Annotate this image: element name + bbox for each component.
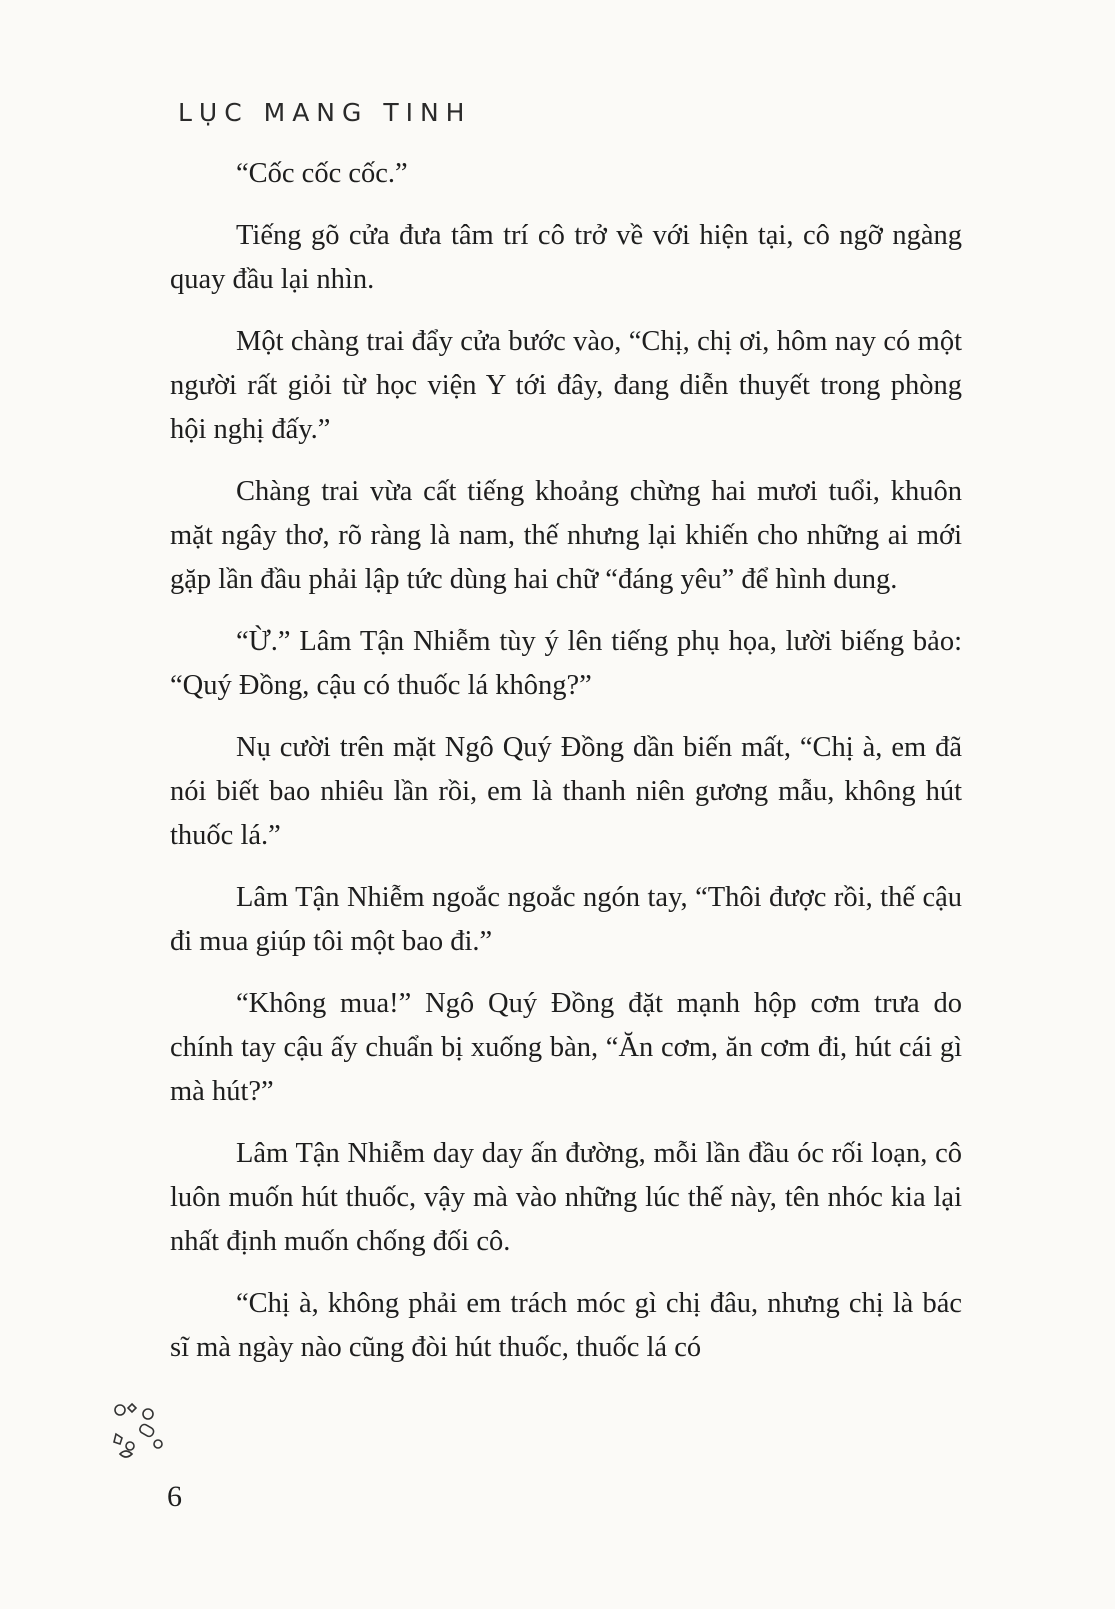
candy-ornament-icon (108, 1400, 170, 1472)
paragraph: “Ừ.” Lâm Tận Nhiễm tùy ý lên tiếng phụ họa, lười biếng bảo: “Quý Đồng, cậu có thuốc lá không?” (170, 626, 962, 701)
paragraph: Lâm Tận Nhiễm day day ấn đường, mỗi lần đầu óc rối loạn, cô luôn muốn hút thuốc, vậy mà vào những lúc thế này, tên nhóc kia lại nhất định muốn chống đối cô. (170, 1138, 962, 1257)
page-number: 6 (167, 1480, 182, 1513)
paragraph: Một chàng trai đẩy cửa bước vào, “Chị, chị ơi, hôm nay có một người rất giỏi từ học viện Y tới đây, đang diễn thuyết trong phòng hội nghị đấy.” (170, 326, 962, 445)
paragraph: “Không mua!” Ngô Quý Đồng đặt mạnh hộp cơm trưa do chính tay cậu ấy chuẩn bị xuống bàn, “Ăn cơm, ăn cơm đi, hút cái gì mà hút?” (170, 988, 962, 1107)
paragraph: Lâm Tận Nhiễm ngoắc ngoắc ngón tay, “Thôi được rồi, thế cậu đi mua giúp tôi một bao đi.” (170, 882, 962, 957)
body-text (170, 152, 962, 1388)
paragraph: “Chị à, không phải em trách móc gì chị đâu, nhưng chị là bác sĩ mà ngày nào cũng đòi hút thuốc, thuốc lá có (170, 1288, 962, 1363)
paragraph: Nụ cười trên mặt Ngô Quý Đồng dần biến mất, “Chị à, em đã nói biết bao nhiêu lần rồi, em là thanh niên gương mẫu, không hút thuốc lá.” (170, 732, 962, 851)
paragraph: “Cốc cốc cốc.” (236, 158, 408, 189)
running-header-author: LỤC MANG TINH (178, 98, 472, 127)
paragraph: Chàng trai vừa cất tiếng khoảng chừng hai mươi tuổi, khuôn mặt ngây thơ, rõ ràng là nam, thế nhưng lại khiến cho những ai mới gặp lần đầu phải lập tức dùng hai chữ “đáng yêu” để hình dung. (170, 476, 962, 595)
paragraph: Tiếng gõ cửa đưa tâm trí cô trở về với hiện tại, cô ngỡ ngàng quay đầu lại nhìn. (170, 220, 962, 295)
